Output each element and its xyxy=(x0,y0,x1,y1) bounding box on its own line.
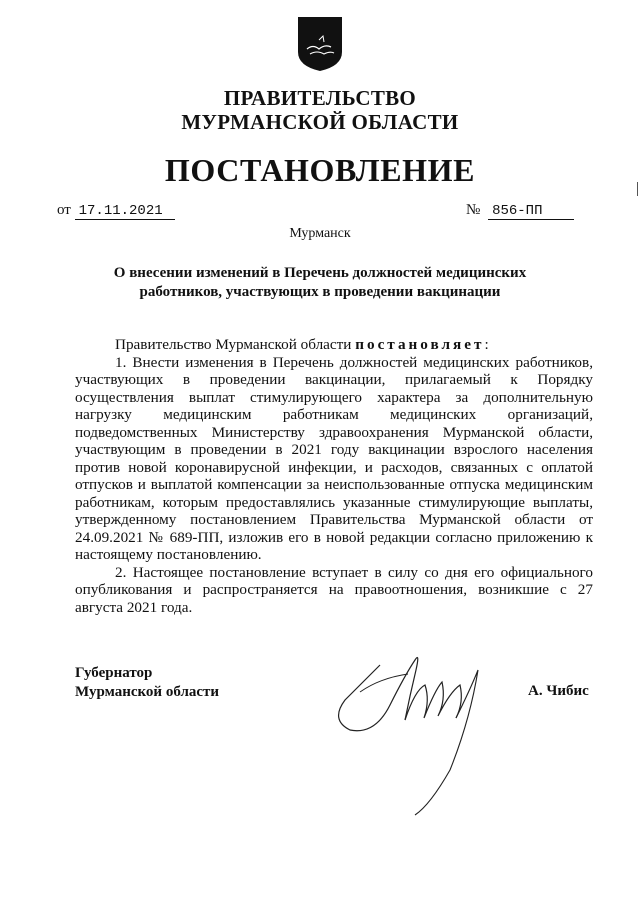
number-field xyxy=(466,202,574,220)
document-type: ПОСТАНОВЛЕНИЕ xyxy=(164,152,476,188)
signatory-name: А. Чибис xyxy=(528,683,589,699)
org-name-line1: ПРАВИТЕЛЬСТВО xyxy=(223,86,417,110)
lead-end: : xyxy=(484,336,489,353)
signatory-position xyxy=(75,664,219,702)
lead-emphasis: постановляет xyxy=(355,336,485,353)
lead-paragraph xyxy=(75,336,593,354)
lead-text: Правительство Мурманской области xyxy=(115,336,356,353)
handwritten-signature xyxy=(320,630,520,820)
paragraph-2: 2. Настоящее постановление вступает в силу со дня его официального опубликования и распространяется на правоотношения, возникшие с 27 августа 2021 года. xyxy=(75,563,593,616)
city: Мурманск xyxy=(289,226,351,241)
number-prefix: № xyxy=(466,202,481,218)
murmansk-coat-of-arms-icon xyxy=(297,16,343,72)
scan-edge-mark xyxy=(637,182,638,196)
date-field xyxy=(57,202,175,220)
paragraph-1: 1. Внести изменения в Перечень должностей медицинских работников, участвующих в проведении вакцинации, прилагаемый к Порядку осуществления выплат стимулирующего характера за дополнительную нагрузку медицинским работникам медицинских организаций, подведомственных Министерству здравоохранения Мурманской области, участвующим в проведении в 2021 году вакцинации взрослого населения против новой коронавирусной инфекции, и расходов, связанных с оплатой отпусков и выплатой компенсации за неиспользованные отпуска медицинским работникам, которым предоставлялись указанные стимулирующие выплаты, утвержденному постановлением Правительства Мурманской области от 24.09.2021 № 689-ПП, изложив его в новой редакции согласно приложению к настоящему постановлению. xyxy=(75,353,593,563)
date-prefix: от xyxy=(57,202,71,218)
document-date: 17.11.2021 xyxy=(75,203,175,220)
signatory-position-line2: Мурманской области xyxy=(75,684,220,700)
document-number: 856-ПП xyxy=(488,203,574,220)
signatory-position-line1: Губернатор xyxy=(75,665,153,681)
document-body xyxy=(75,336,593,616)
org-name-line2: МУРМАНСКОЙ ОБЛАСТИ xyxy=(181,110,459,134)
document-subject: О внесении изменений в Перечень должностей медицинских работников, участвующих в проведении вакцинации xyxy=(113,265,527,300)
